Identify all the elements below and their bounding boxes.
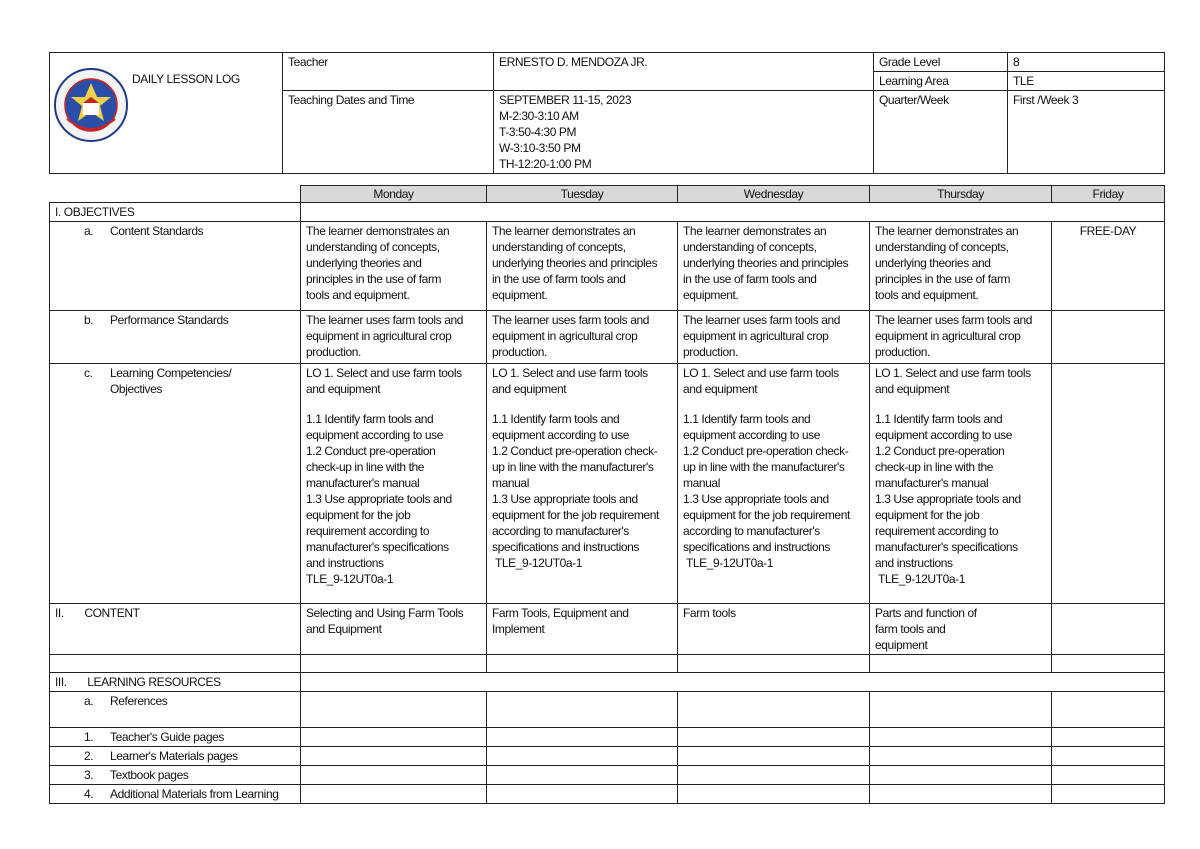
text-line: 1.2 Conduct pre-operation (875, 444, 1005, 458)
text-line: Farm tools (683, 606, 736, 620)
text-line: and equipment (492, 382, 567, 396)
text-line: 1.1 Identify farm tools and (306, 412, 434, 426)
competencies-monday (301, 364, 487, 604)
competencies-tuesday (487, 364, 678, 604)
text-line: TLE_9-12UT0a-1 (492, 556, 583, 570)
text-line: The learner uses farm tools and (875, 313, 1033, 327)
text-line: equipment in agricultural crop (683, 329, 829, 343)
teacher-label: Teacher (283, 53, 494, 91)
text-line: understanding of concepts, (683, 240, 817, 254)
text-line: and equipment (683, 382, 758, 396)
text-line: The learner demonstrates an (492, 224, 636, 238)
performance-standards-tuesday (487, 311, 678, 364)
text-line: in the use of farm tools and (492, 272, 626, 286)
text-line: 1.3 Use appropriate tools and (875, 492, 1021, 506)
text-line: Selecting and Using Farm Tools (306, 606, 464, 620)
text-line: requirement according to (306, 524, 430, 538)
blank-cell (301, 747, 487, 766)
objectives-heading: I. OBJECTIVES (50, 203, 301, 222)
competencies-thursday (870, 364, 1052, 604)
blank-cell (678, 692, 870, 728)
content-standards-tuesday (487, 222, 678, 311)
blank-cell (870, 728, 1052, 747)
dates-label: Teaching Dates and Time (283, 91, 494, 174)
text-line: manual (683, 476, 720, 490)
text-line: 1.3 Use appropriate tools and (492, 492, 638, 506)
text-line: underlying theories and (306, 256, 422, 270)
performance-standards-wednesday (678, 311, 870, 364)
competencies-wednesday (678, 364, 870, 604)
text-line: tools and equipment. (875, 288, 979, 302)
text-line: check-up in line with the (306, 460, 425, 474)
resource-text: Additional Materials from Learning (110, 787, 279, 801)
text-line: underlying theories and principles (683, 256, 849, 270)
blank-cell (301, 692, 487, 728)
performance-standards-friday (1052, 311, 1165, 364)
grade-value: 8 (1008, 53, 1165, 72)
references-label (50, 692, 301, 728)
blank-cell (1052, 692, 1165, 728)
text-line: 1.1 Identify farm tools and (683, 412, 811, 426)
blank-cell (870, 655, 1052, 673)
references-letter: a. (84, 694, 94, 708)
text-line: production. (875, 345, 930, 359)
content-monday (301, 604, 487, 655)
performance-standards-text: Performance Standards (110, 313, 229, 327)
resource-num: 4. (84, 787, 94, 801)
blank-cell (487, 692, 678, 728)
text-line: and equipment (306, 382, 381, 396)
text-line: equipment for the job (306, 508, 411, 522)
text-line: production. (492, 345, 547, 359)
text-line: The learner demonstrates an (683, 224, 827, 238)
blank-cell (50, 655, 301, 673)
text-line: equipment in agricultural crop (875, 329, 1021, 343)
resource-num: 2. (84, 749, 94, 763)
day-header-thursday: Thursday (870, 186, 1052, 203)
references-text: References (110, 694, 168, 708)
blank-cell (487, 655, 678, 673)
text-line: 1.3 Use appropriate tools and (683, 492, 829, 506)
dates-line: TH-12:20-1:00 PM (499, 157, 592, 171)
text-line: The learner uses farm tools and (683, 313, 841, 327)
text-line: 1.2 Conduct pre-operation (306, 444, 436, 458)
text-line: principles in the use of farm (875, 272, 1011, 286)
text-line: equipment for the job requirement (683, 508, 850, 522)
text-line: TLE_9-12UT0a-1 (306, 572, 394, 586)
competencies-text-2: Objectives (110, 382, 163, 396)
text-line: manual (492, 476, 529, 490)
text-line: The learner demonstrates an (875, 224, 1019, 238)
blank-cell (870, 785, 1052, 804)
text-line: requirement according to (875, 524, 999, 538)
resource-item (50, 785, 301, 804)
blank-line (492, 397, 672, 411)
blank-cell (301, 766, 487, 785)
content-wednesday (678, 604, 870, 655)
dates-line: T-3:50-4:30 PM (499, 125, 577, 139)
area-label: Learning Area (874, 72, 1008, 91)
text-line: production. (683, 345, 738, 359)
blank-cell (678, 728, 870, 747)
text-line: Parts and function of (875, 606, 977, 620)
performance-standards-label (50, 311, 301, 364)
text-line: Implement (492, 622, 545, 636)
resource-item (50, 766, 301, 785)
text-line: understanding of concepts, (875, 240, 1009, 254)
text-line: equipment according to use (492, 428, 630, 442)
content-standards-text: Content Standards (110, 224, 204, 238)
text-line: 1.2 Conduct pre-operation check- (683, 444, 849, 458)
text-line: equipment according to use (683, 428, 821, 442)
content-standards-wednesday (678, 222, 870, 311)
header-table (49, 52, 1165, 174)
blank-cell (487, 747, 678, 766)
blank-cell (301, 655, 487, 673)
day-header-monday: Monday (301, 186, 487, 203)
content-thursday (870, 604, 1052, 655)
blank-cell (870, 692, 1052, 728)
grade-label: Grade Level (874, 53, 1008, 72)
text-line: equipment. (492, 288, 548, 302)
content-friday (1052, 604, 1165, 655)
blank-cell (487, 728, 678, 747)
text-line: manufacturer's specifications (875, 540, 1018, 554)
text-line: according to manufacturer's (492, 524, 629, 538)
text-line: according to manufacturer's (683, 524, 820, 538)
text-line: and instructions (306, 556, 384, 570)
teacher-value: ERNESTO D. MENDOZA JR. (494, 53, 874, 91)
quarter-label: Quarter/Week (874, 91, 1008, 174)
competencies-letter: c. (84, 366, 93, 380)
text-line: specifications and instructions (683, 540, 831, 554)
text-line: in the use of farm tools and (683, 272, 817, 286)
text-line: farm tools and (875, 622, 946, 636)
text-line: equipment in agricultural crop (306, 329, 452, 343)
blank-cell (678, 747, 870, 766)
blank-line (875, 397, 1046, 411)
text-line: up in line with the manufacturer's (683, 460, 845, 474)
text-line: TLE_9-12UT0a-1 (875, 572, 966, 586)
text-line: The learner uses farm tools and (492, 313, 650, 327)
text-line: Farm Tools, Equipment and (492, 606, 629, 620)
blank-line (683, 397, 864, 411)
text-line: LO 1. Select and use farm tools (492, 366, 648, 380)
blank-line (306, 397, 481, 411)
blank-cell (487, 766, 678, 785)
text-line: up in line with the manufacturer's (492, 460, 654, 474)
blank-cell (678, 785, 870, 804)
blank-cell (678, 655, 870, 673)
text-line: equipment in agricultural crop (492, 329, 638, 343)
content-standards-letter: a. (84, 224, 94, 238)
text-line: and equipment (875, 382, 950, 396)
blank-cell (1052, 766, 1165, 785)
text-line: equipment for the job (875, 508, 980, 522)
corner-cell (50, 186, 301, 203)
text-line: LO 1. Select and use farm tools (683, 366, 839, 380)
blank-cell (1052, 785, 1165, 804)
resource-text: Learner's Materials pages (110, 749, 238, 763)
text-line: 1.3 Use appropriate tools and (306, 492, 452, 506)
area-value: TLE (1008, 72, 1165, 91)
resource-item (50, 747, 301, 766)
performance-standards-letter: b. (84, 313, 94, 327)
text-line: The learner uses farm tools and (306, 313, 464, 327)
content-heading: II. CONTENT (50, 604, 301, 655)
text-line: LO 1. Select and use farm tools (306, 366, 462, 380)
resource-num: 3. (84, 768, 94, 782)
text-line: production. (306, 345, 361, 359)
text-line: understanding of concepts, (492, 240, 626, 254)
blank-cell (1052, 655, 1165, 673)
blank-cell (870, 747, 1052, 766)
dates-line: SEPTEMBER 11-15, 2023 (499, 93, 632, 107)
deped-seal-icon (53, 67, 129, 143)
content-standards-label (50, 222, 301, 311)
content-standards-monday (301, 222, 487, 311)
resources-heading: III. LEARNING RESOURCES (50, 673, 301, 692)
resources-blank (301, 673, 1165, 692)
resource-num: 1. (84, 730, 94, 744)
day-header-friday: Friday (1052, 186, 1165, 203)
day-header-tuesday: Tuesday (487, 186, 678, 203)
blank-cell (301, 728, 487, 747)
content-tuesday (487, 604, 678, 655)
blank-cell (301, 785, 487, 804)
text-line: 1.2 Conduct pre-operation check- (492, 444, 658, 458)
text-line: and Equipment (306, 622, 382, 636)
resource-text: Textbook pages (110, 768, 189, 782)
text-line: specifications and instructions (492, 540, 640, 554)
objectives-blank (301, 203, 1165, 222)
text-line: underlying theories and (875, 256, 991, 270)
text-line: equipment according to use (306, 428, 444, 442)
text-line: equipment. (683, 288, 739, 302)
text-line: The learner demonstrates an (306, 224, 450, 238)
text-line: equipment for the job requirement (492, 508, 659, 522)
day-header-wednesday: Wednesday (678, 186, 870, 203)
text-line: understanding of concepts, (306, 240, 440, 254)
resource-text: Teacher's Guide pages (110, 730, 224, 744)
text-line: equipment (875, 638, 928, 652)
quarter-value: First /Week 3 (1008, 91, 1165, 174)
text-line: manufacturer's manual (306, 476, 420, 490)
text-line: 1.1 Identify farm tools and (492, 412, 620, 426)
blank-cell (678, 766, 870, 785)
blank-cell (487, 785, 678, 804)
competencies-text-1: Learning Competencies/ (110, 366, 232, 380)
text-line: equipment according to use (875, 428, 1013, 442)
text-line: manufacturer's specifications (306, 540, 449, 554)
performance-standards-thursday (870, 311, 1052, 364)
text-line: check-up in line with the (875, 460, 994, 474)
resource-item (50, 728, 301, 747)
header-logo-cell (50, 53, 283, 174)
dates-line: M-2:30-3:10 AM (499, 109, 579, 123)
text-line: manufacturer's manual (875, 476, 989, 490)
text-line: LO 1. Select and use farm tools (875, 366, 1031, 380)
text-line: 1.1 Identify farm tools and (875, 412, 1003, 426)
blank-cell (1052, 728, 1165, 747)
text-line: underlying theories and principles (492, 256, 658, 270)
text-line: TLE_9-12UT0a-1 (683, 556, 774, 570)
blank-cell (870, 766, 1052, 785)
competencies-friday (1052, 364, 1165, 604)
dll-title: DAILY LESSON LOG (132, 72, 240, 86)
text-line: tools and equipment. (306, 288, 410, 302)
content-standards-friday: FREE-DAY (1052, 222, 1165, 311)
dates-value (494, 91, 874, 174)
content-standards-thursday (870, 222, 1052, 311)
blank-cell (1052, 747, 1165, 766)
text-line: principles in the use of farm (306, 272, 442, 286)
performance-standards-monday (301, 311, 487, 364)
text-line: and instructions (875, 556, 953, 570)
dates-line: W-3:10-3:50 PM (499, 141, 581, 155)
lesson-table (49, 185, 1165, 804)
competencies-label (50, 364, 301, 604)
